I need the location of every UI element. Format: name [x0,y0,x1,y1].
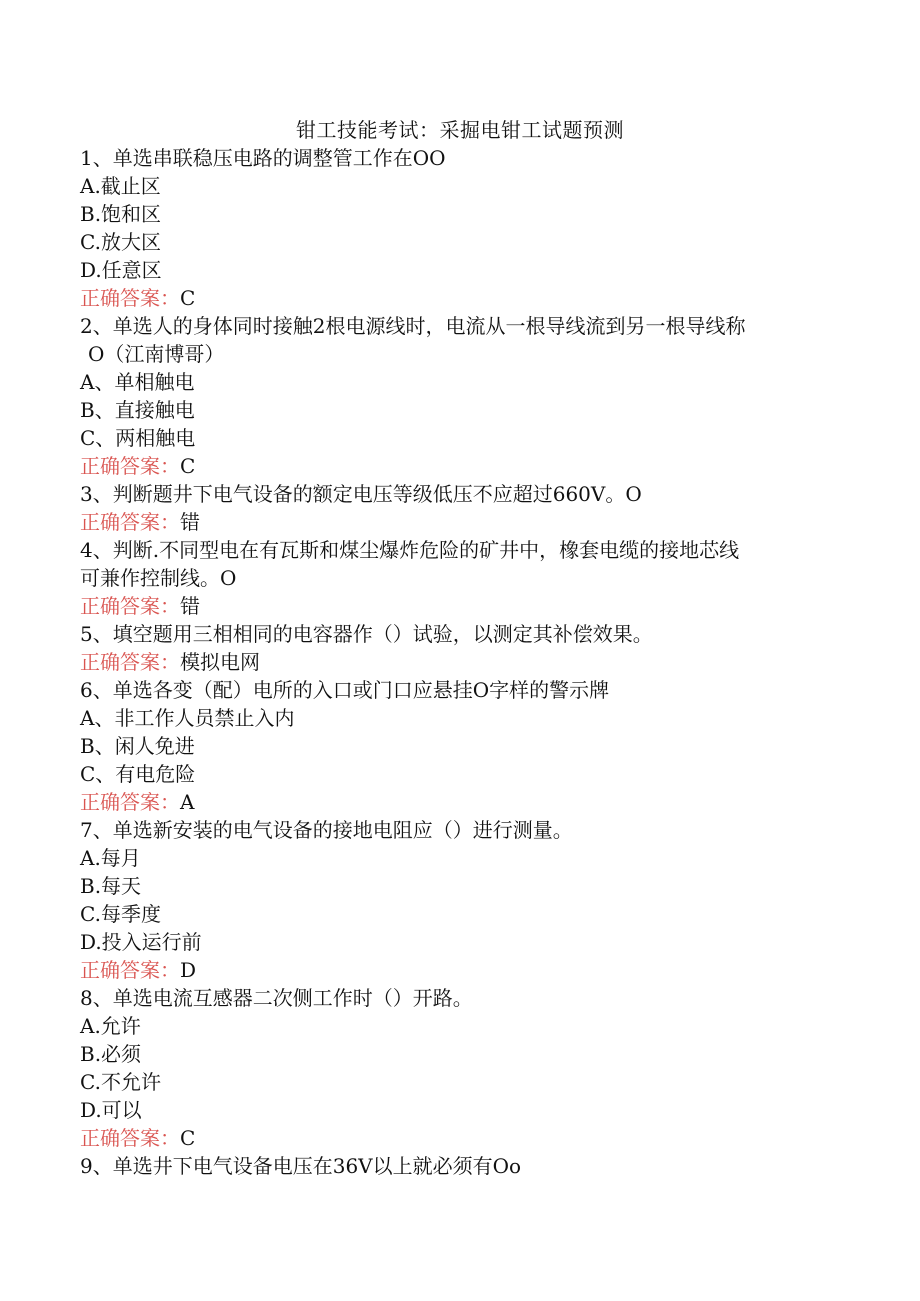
question-2: 2、单选人的身体同时接触2根电源线时，电流从一根导线流到另一根导线称 [80,314,746,338]
question-8: 8、单选电流互感器二次侧工作时（）开路。 [80,986,473,1010]
answer-line [80,788,820,816]
option: A、非工作人员禁止入内 [80,706,295,730]
answer-label: 正确答案： [80,650,180,674]
answer-line [80,648,820,676]
answer-value: 错 [180,594,200,618]
answer-value: D [180,958,197,982]
option: C、两相触电 [80,426,196,450]
answer-line [80,284,820,312]
option: A.每月 [80,846,141,870]
question-2-continuation: O（江南博哥） [88,342,225,366]
question-3: 3、判断题井下电气设备的额定电压等级低压不应超过660V。O [80,482,642,506]
option: B、闲人免进 [80,734,195,758]
option: C.每季度 [80,902,161,926]
option: A.允许 [80,1014,141,1038]
answer-label: 正确答案： [80,1126,180,1150]
answer-value: C [180,1126,196,1150]
question-9: 9、单选井下电气设备电压在36V以上就必须有Oo [80,1154,522,1178]
answer-value: 错 [180,510,200,534]
answer-label: 正确答案： [80,958,180,982]
document-title: 钳工技能考试：采掘电钳工试题预测 [296,118,624,142]
answer-label: 正确答案： [80,594,180,618]
question-7: 7、单选新安装的电气设备的接地电阻应（）进行测量。 [80,818,573,842]
question-4-continuation: 可兼作控制线。O [80,566,237,590]
answer-value: A [180,790,195,814]
option: C.放大区 [80,230,161,254]
answer-value: C [180,454,196,478]
answer-label: 正确答案： [80,454,180,478]
answer-line [80,592,820,620]
answer-label: 正确答案： [80,510,180,534]
answer-line [80,508,820,536]
question-6: 6、单选各变（配）电所的入口或门口应悬挂O字样的警示牌 [80,678,610,702]
option: B.饱和区 [80,202,162,226]
question-4: 4、判断.不同型电在有瓦斯和煤尘爆炸危险的矿井中，橡套电缆的接地芯线 [80,538,740,562]
option: D.任意区 [80,258,162,282]
option: B、直接触电 [80,398,195,422]
option: D.可以 [80,1098,142,1122]
question-5: 5、填空题用三相相同的电容器作（）试验，以测定其补偿效果。 [80,622,653,646]
answer-line [80,452,820,480]
answer-label: 正确答案： [80,286,180,310]
answer-value: C [180,286,196,310]
answer-label: 正确答案： [80,790,180,814]
answer-line [80,1124,820,1152]
option: A、单相触电 [80,370,195,394]
option: C.不允许 [80,1070,161,1094]
question-list [80,144,820,1180]
option: B.每天 [80,874,142,898]
answer-value: 模拟电网 [180,650,260,674]
option: A.截止区 [80,174,161,198]
option: C、有电危险 [80,762,196,786]
answer-line [80,956,820,984]
option: D.投入运行前 [80,930,202,954]
option: B.必须 [80,1042,142,1066]
question-1: 1、单选串联稳压电路的调整管工作在OO [80,146,446,170]
